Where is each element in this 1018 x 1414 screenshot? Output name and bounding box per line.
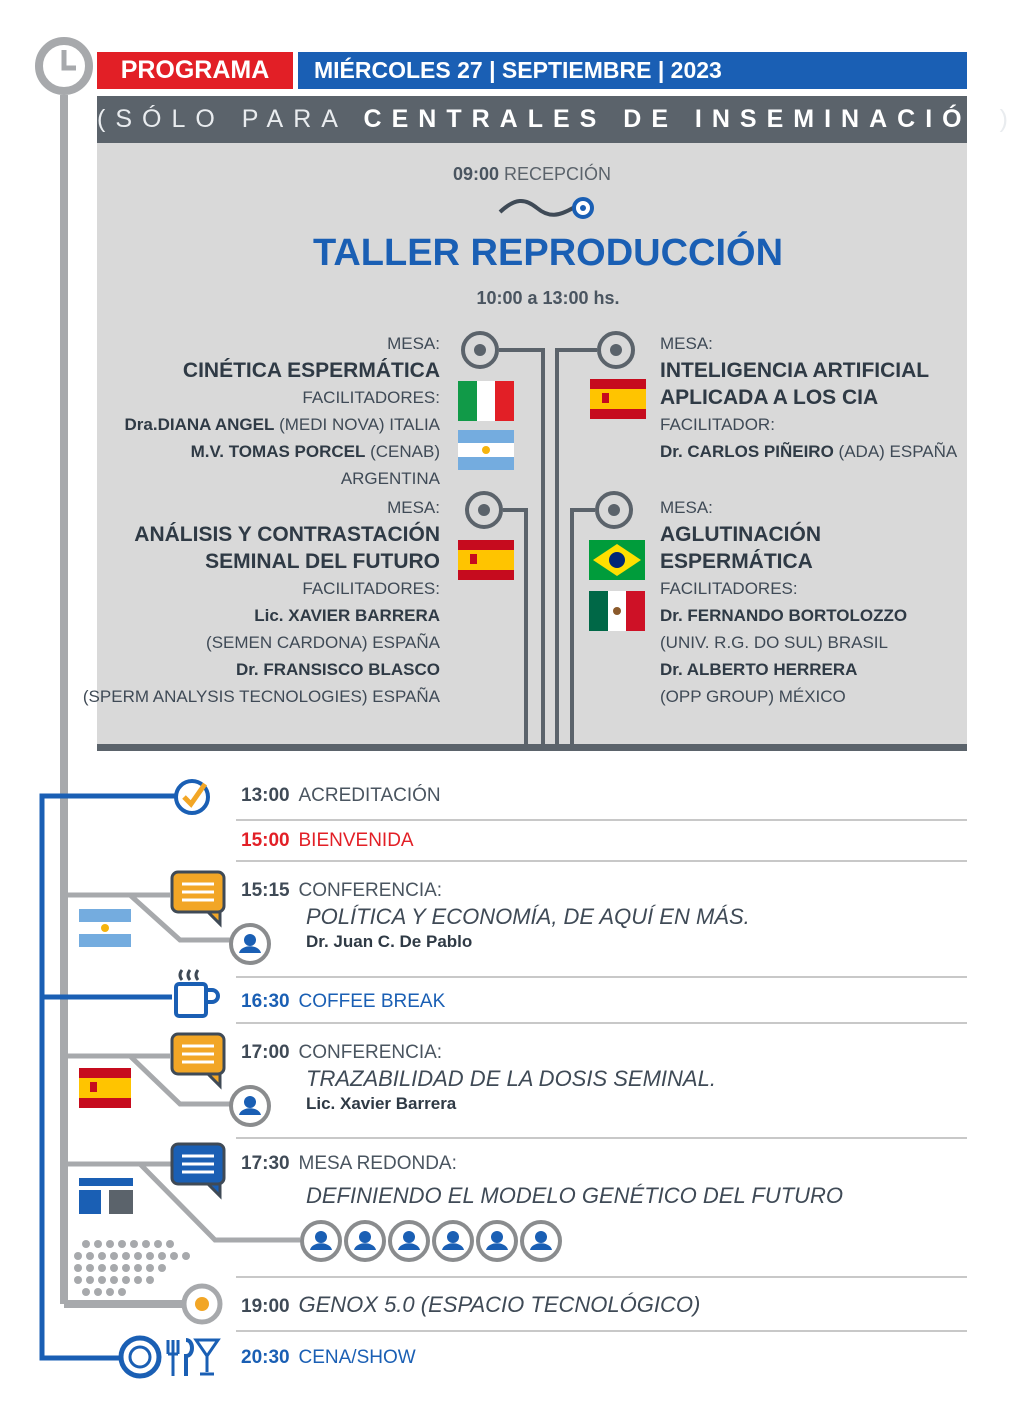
facilitator-name: Dr. FRANSISCO BLASCO	[235, 660, 440, 679]
logo-icon	[79, 1178, 133, 1214]
facilitator-org: (ADA) ESPAÑA	[833, 442, 958, 461]
workshop-title: TALLER REPRODUCCIÓN	[312, 232, 784, 274]
schedule-label: COFFEE BREAK	[298, 991, 446, 1012]
workshop-time-range: 10:00 a 13:00 hs.	[476, 288, 620, 308]
spain-flag	[79, 1068, 131, 1108]
schedule-label: CENA/SHOW	[298, 1347, 416, 1368]
facilitator-row	[660, 438, 960, 465]
speaker-name: Dr. Juan C. De Pablo	[306, 932, 473, 951]
facilitator-org: (SPERM ANALYSIS TECNOLOGIES) ESPAÑA	[82, 687, 440, 706]
facilitator-name: Dr. FERNANDO BORTOLOZZO	[660, 606, 908, 625]
facilitator-org: (UNIV. R.G. DO SUL) BRASIL	[660, 633, 888, 652]
schedule-time: 17:30	[241, 1153, 290, 1174]
checkmark-icon	[172, 776, 214, 818]
spain-flag	[590, 379, 646, 419]
facilitators-label: FACILITADOR:	[660, 415, 775, 434]
facilitator-row	[100, 438, 440, 492]
speaker-avatar-icon	[434, 1222, 472, 1260]
divider	[236, 1022, 967, 1024]
reception-label: RECEPCIÓN	[504, 164, 612, 184]
mesa-label: MESA:	[660, 498, 713, 517]
facilitator-org: (SEMEN CARDONA) ESPAÑA	[206, 633, 440, 652]
divider	[236, 819, 967, 821]
divider	[236, 860, 967, 862]
speaker-avatar-icon	[478, 1222, 516, 1260]
audience-prefix: (SÓLO PARA	[97, 105, 364, 133]
schedule-row-cena	[241, 1347, 416, 1369]
argentina-flag	[79, 909, 131, 947]
workshop-panel-bottom-bar	[97, 744, 967, 751]
audience-bar	[97, 96, 1018, 143]
italy-flag	[458, 381, 514, 421]
plate-cutlery-icon	[118, 1334, 222, 1380]
facilitator-org: (OPP GROUP) MÉXICO	[660, 687, 846, 706]
speaker-avatar-icon	[522, 1222, 560, 1260]
speaker-avatar-icon	[390, 1222, 428, 1260]
schedule-time: 15:00	[241, 830, 290, 851]
schedule-time: 19:00	[241, 1296, 290, 1317]
schedule-label: BIENVENIDA	[298, 830, 414, 851]
schedule-title: GENOX 5.0 (ESPACIO TECNOLÓGICO)	[298, 1292, 701, 1317]
program-label: PROGRAMA	[97, 52, 293, 89]
schedule-label: MESA REDONDA:	[298, 1153, 457, 1174]
table-title: APLICADA A LOS CIA	[660, 386, 879, 409]
table-title: SEMINAL DEL FUTURO	[205, 550, 440, 573]
table-title: INTELIGENCIA ARTIFICIAL	[660, 359, 930, 382]
mesa-label: MESA:	[387, 498, 440, 517]
schedule-row-conferencia-1	[241, 880, 961, 952]
speaker-name: Lic. Xavier Barrera	[306, 1094, 457, 1113]
table-cinetica	[100, 330, 440, 492]
table-inteligencia-artificial	[660, 330, 960, 465]
mesa-label: MESA:	[660, 334, 713, 353]
mexico-flag	[589, 591, 645, 631]
facilitator-name: Dra.DIANA ANGEL	[124, 415, 275, 434]
roundtable-speakers	[298, 1218, 570, 1264]
reception-time: 09:00	[452, 164, 499, 184]
conference-title: TRAZABILIDAD DE LA DOSIS SEMINAL.	[306, 1066, 716, 1091]
schedule-row-acreditacion	[241, 785, 441, 807]
facilitator-name: Dr. ALBERTO HERRERA	[660, 660, 858, 679]
speech-bubble-icon	[170, 1142, 228, 1198]
reception-line	[97, 164, 967, 185]
clock-icon	[39, 41, 89, 91]
facilitators-label: FACILITADORES:	[302, 388, 440, 407]
facilitators-label: FACILITADORES:	[302, 579, 440, 598]
table-title: AGLUTINACIÓN ESPERMÁTICA	[660, 523, 821, 573]
table-title: ANÁLISIS Y CONTRASTACIÓN	[134, 523, 440, 546]
schedule-time: 20:30	[241, 1347, 290, 1368]
audience-bold: CENTRALES DE INSEMINACIÓN	[363, 105, 1000, 133]
divider	[236, 1276, 967, 1278]
schedule-row-mesa-redonda	[241, 1153, 961, 1209]
divider	[236, 976, 967, 978]
schedule-time: 13:00	[241, 785, 290, 806]
facilitator-name: Dr. CARLOS PIÑEIRO	[660, 442, 834, 461]
schedule-row-coffee-break	[241, 991, 445, 1013]
date-label: MIÉRCOLES 27 | SEPTIEMBRE | 2023	[298, 52, 967, 89]
schedule-time: 15:15	[241, 880, 290, 901]
facilitator-org: (MEDI NOVA) ITALIA	[274, 415, 440, 434]
roundtable-title: DEFINIENDO EL MODELO GENÉTICO DEL FUTURO	[306, 1183, 844, 1208]
facilitator-org: (CENAB) ARGENTINA	[340, 442, 440, 488]
table-aglutinacion	[660, 494, 970, 710]
audience-suffix: )	[999, 105, 1018, 133]
coffee-cup-icon	[170, 966, 218, 1022]
schedule-time: 16:30	[241, 991, 290, 1012]
wave-connector-icon	[495, 196, 605, 222]
divider	[236, 1330, 967, 1332]
schedule-row-bienvenida	[241, 830, 414, 852]
schedule-label: ACREDITACIÓN	[298, 785, 441, 806]
speaker-avatar-icon	[302, 1222, 340, 1260]
schedule-time: 17:00	[241, 1042, 290, 1063]
divider	[236, 1137, 967, 1139]
dot-icon	[180, 1282, 224, 1326]
speech-bubble-icon	[170, 1032, 228, 1088]
table-title: CINÉTICA ESPERMÁTICA	[182, 359, 440, 382]
brazil-flag	[589, 540, 645, 580]
facilitators-label: FACILITADORES:	[660, 579, 798, 598]
speaker-avatar-icon	[346, 1222, 384, 1260]
schedule-row-genox	[241, 1292, 700, 1318]
schedule-row-conferencia-2	[241, 1042, 961, 1114]
table-analisis-seminal	[80, 494, 440, 710]
schedule-label: CONFERENCIA:	[298, 1042, 443, 1063]
conference-title: POLÍTICA Y ECONOMÍA, DE AQUÍ EN MÁS.	[306, 904, 750, 929]
facilitator-name: Lic. XAVIER BARRERA	[254, 606, 440, 625]
facilitator-row	[100, 411, 440, 438]
schedule-label: CONFERENCIA:	[298, 880, 443, 901]
argentina-flag	[458, 430, 514, 470]
spain-flag	[458, 540, 514, 580]
mesa-label: MESA:	[387, 334, 440, 353]
speech-bubble-icon	[170, 870, 228, 926]
facilitator-name: M.V. TOMAS PORCEL	[190, 442, 366, 461]
